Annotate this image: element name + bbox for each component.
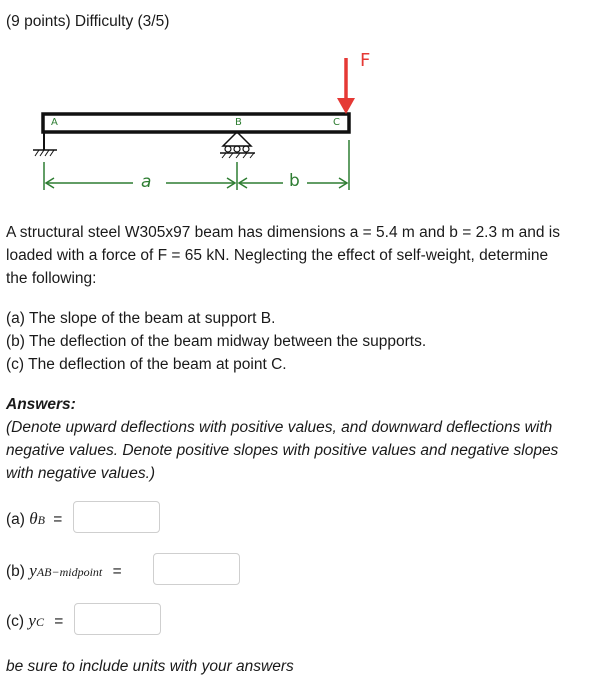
part-a-text: (a) The slope of the beam at support B. <box>6 310 276 327</box>
beam-diagram <box>33 50 386 202</box>
part-c-text: (c) The deflection of the beam at point C. <box>6 356 287 373</box>
answer-a-subscript: B <box>37 513 45 527</box>
answer-c-input[interactable] <box>74 603 161 635</box>
answer-b-symbol: y <box>29 561 37 580</box>
answer-b-label <box>6 559 122 584</box>
problem-line-1: A structural steel W305x97 beam has dimensions a = 5.4 m and b = 2.3 m and is <box>6 224 560 241</box>
answer-c-symbol: y <box>28 611 36 630</box>
support-a-pin <box>33 132 57 156</box>
answer-b-subscript: AB−midpoint <box>36 565 103 579</box>
point-c-label: C <box>333 117 340 128</box>
answers-note-line-2: negative values. Denote positive slopes with positive values and negative slopes <box>6 442 559 459</box>
answers-note-line-3: with negative values.) <box>6 465 156 482</box>
force-label: F <box>360 50 371 71</box>
answer-a-label <box>6 507 62 532</box>
units-reminder: be sure to include units with your answers <box>6 658 294 675</box>
part-b-text: (b) The deflection of the beam midway between the supports. <box>6 333 427 350</box>
problem-line-3: the following: <box>6 270 97 287</box>
answer-c-subscript: C <box>35 615 44 629</box>
dimension-b-label: b <box>289 171 300 191</box>
answers-heading: Answers: <box>6 396 76 413</box>
answer-c-prefix: (c) <box>6 613 25 630</box>
answer-c-label <box>6 609 63 634</box>
force-arrow <box>337 58 355 114</box>
beam <box>43 114 349 132</box>
answer-c-equals: = <box>54 613 64 630</box>
answers-note-line-1: (Denote upward deflections with positive values, and downward deflections with <box>6 419 553 436</box>
point-a-label: A <box>51 117 58 128</box>
answer-a-symbol: θ <box>29 509 38 528</box>
support-b-roller <box>220 132 255 158</box>
question-title: (9 points) Difficulty (3/5) <box>6 13 170 30</box>
dimension-lines <box>44 140 349 190</box>
answer-a-equals: = <box>53 511 63 528</box>
answer-a-input[interactable] <box>73 501 160 533</box>
problem-line-2: loaded with a force of F = 65 kN. Neglecting the effect of self-weight, determine <box>6 247 549 264</box>
answer-b-equals: = <box>112 563 122 580</box>
point-b-label: B <box>235 117 242 128</box>
dimension-a-label: a <box>141 172 152 192</box>
answer-b-prefix: (b) <box>6 563 25 580</box>
answer-a-prefix: (a) <box>6 511 25 528</box>
answer-b-input[interactable] <box>153 553 240 585</box>
